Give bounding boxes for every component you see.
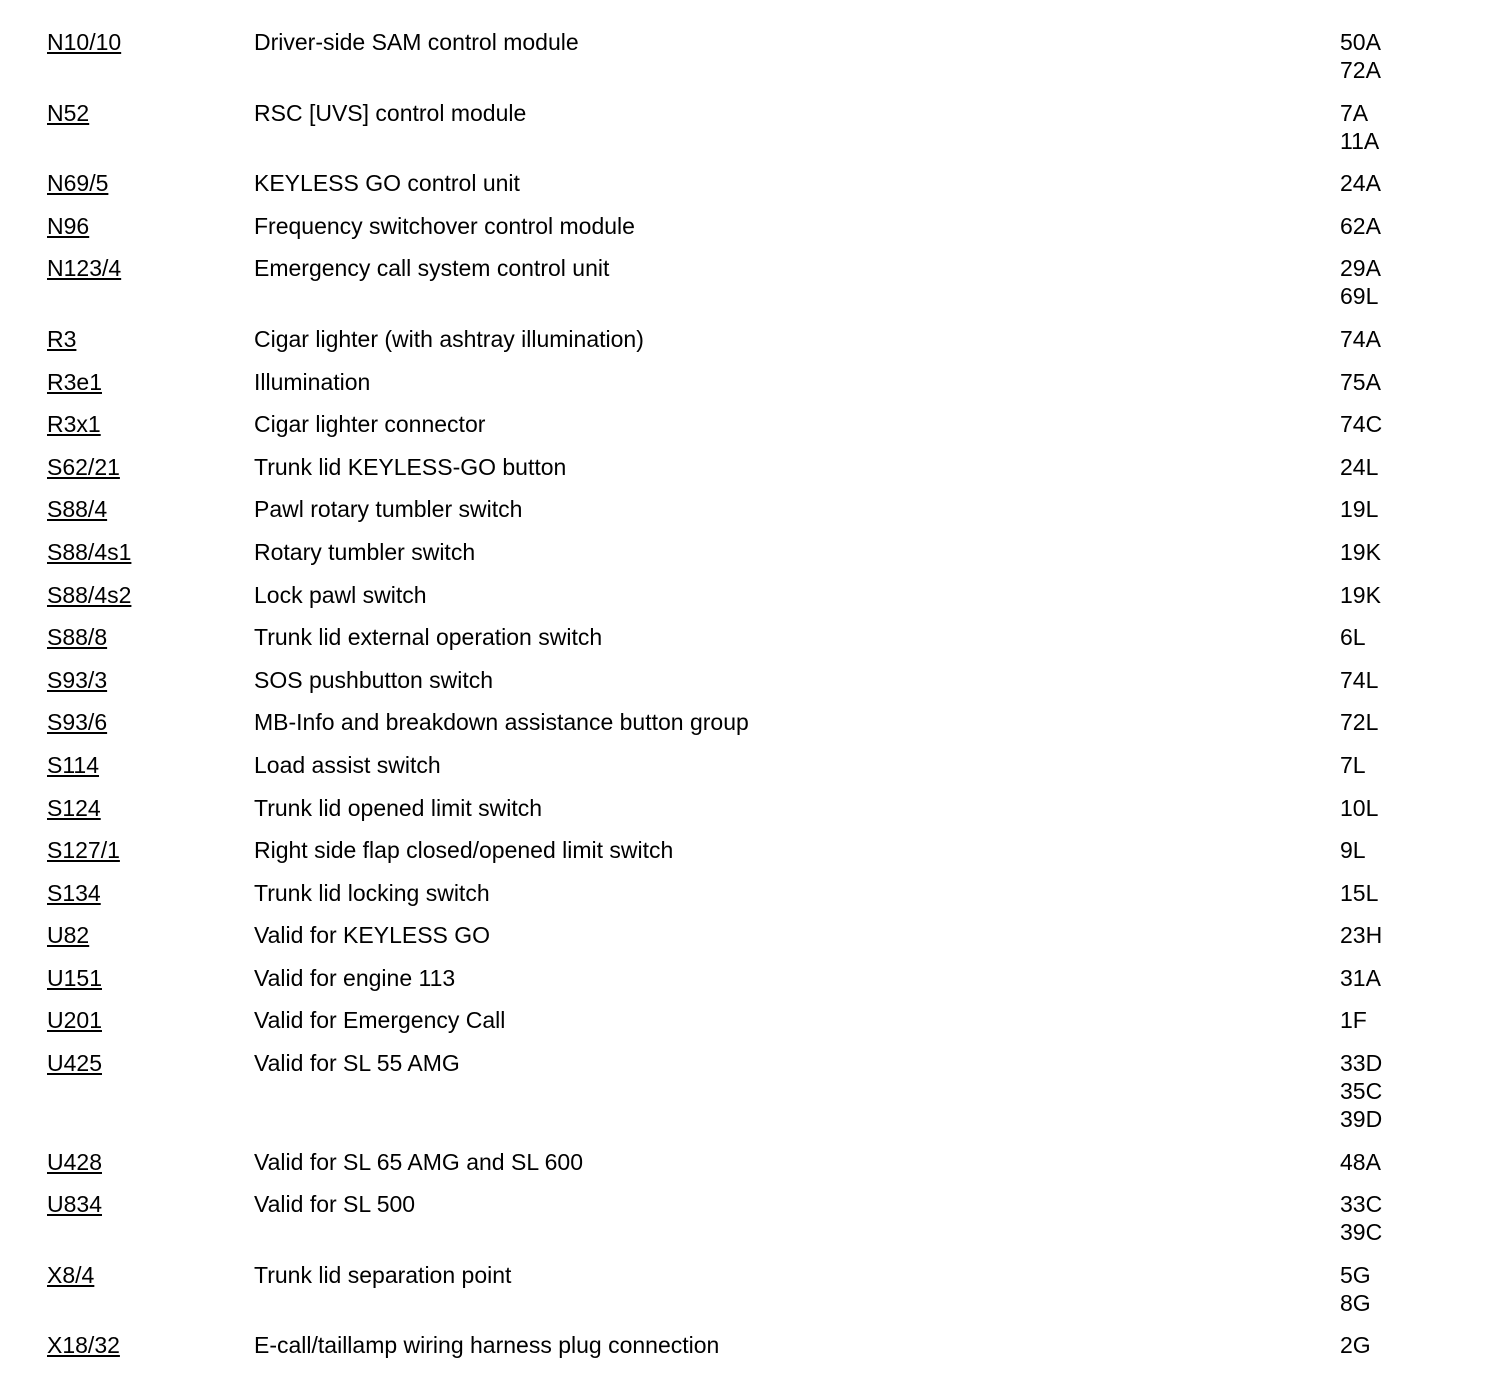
grid-coordinate: 72A [1340,57,1381,83]
grid-coordinate: 33D [1340,1050,1383,1077]
component-description: Emergency call system control unit [254,255,610,282]
grid-coordinate: 19K [1340,581,1381,608]
legend-row [0,410,1504,438]
grid-coordinates [1340,495,1504,523]
component-description: Valid for KEYLESS GO [254,922,491,949]
legend-row [0,453,1504,481]
legend-row [0,99,1504,155]
component-description: Valid for SL 500 [254,1191,416,1218]
legend-row [0,538,1504,566]
grid-coordinates [1340,212,1504,240]
legend-row [0,1261,1504,1317]
component-description: Trunk lid separation point [254,1261,512,1288]
grid-coordinates [1340,28,1504,84]
grid-coordinate: 35C [1340,1078,1383,1105]
grid-coordinates [1340,581,1504,609]
grid-coordinate: 31A [1340,964,1381,991]
component-code-link[interactable]: S88/4s2 [47,581,132,608]
grid-coordinate: 19L [1340,496,1379,523]
component-code-link[interactable]: S88/8 [47,624,108,651]
grid-coordinate: 24L [1340,453,1379,480]
component-code-link[interactable]: N123/4 [47,255,122,282]
grid-coordinate: 39D [1340,1106,1383,1133]
component-description: Right side flap closed/opened limit switch [254,837,674,864]
grid-coordinate: 9L [1340,837,1366,864]
grid-coordinates [1340,879,1504,907]
component-description: Trunk lid locking switch [254,879,490,906]
legend-row [0,1006,1504,1034]
component-description: KEYLESS GO control unit [254,170,520,197]
component-description: Driver-side SAM control module [254,29,579,55]
grid-coordinates [1340,794,1504,822]
grid-coordinate: 48A [1340,1148,1381,1175]
grid-coordinates [1340,623,1504,651]
component-code-link[interactable]: N10/10 [47,29,122,55]
legend-row [0,921,1504,949]
legend-row [0,1148,1504,1176]
grid-coordinates [1340,410,1504,438]
component-code-link[interactable]: N69/5 [47,170,109,197]
grid-coordinates [1340,368,1504,396]
grid-coordinates [1340,254,1504,310]
component-description: Trunk lid external operation switch [254,624,603,651]
component-description: Cigar lighter connector [254,411,486,438]
component-code-link[interactable]: S134 [47,879,101,906]
grid-coordinate: 5G [1340,1261,1371,1288]
grid-coordinates [1340,325,1504,353]
grid-coordinate: 50A [1340,29,1381,55]
component-description: E-call/taillamp wiring harness plug connection [254,1332,720,1359]
component-code-link[interactable]: R3e1 [47,368,102,395]
component-description: Frequency switchover control module [254,212,635,239]
grid-coordinates [1340,169,1504,197]
grid-coordinate: 39C [1340,1219,1383,1246]
component-code-link[interactable]: S88/4s1 [47,538,132,565]
grid-coordinates [1340,1049,1504,1133]
component-code-link[interactable]: U201 [47,1007,102,1034]
grid-coordinates [1340,751,1504,779]
component-code-link[interactable]: S124 [47,794,101,821]
grid-coordinate: 2G [1340,1332,1371,1359]
legend-row [0,623,1504,651]
grid-coordinates [1340,99,1504,155]
grid-coordinate: 1F [1340,1007,1367,1034]
component-description: Trunk lid opened limit switch [254,794,543,821]
legend-row [0,708,1504,736]
component-code-link[interactable]: S62/21 [47,453,120,480]
grid-coordinates [1340,964,1504,992]
grid-coordinate: 75A [1340,368,1381,395]
component-code-link[interactable]: N52 [47,99,90,126]
grid-coordinates [1340,666,1504,694]
component-code-link[interactable]: S93/3 [47,666,108,693]
grid-coordinates [1340,453,1504,481]
legend-row [0,495,1504,523]
legend-row [0,1190,1504,1246]
grid-coordinates [1340,1331,1504,1359]
component-description: Cigar lighter (with ashtray illumination) [254,325,644,352]
component-code-link[interactable]: S93/6 [47,709,108,736]
component-description: Rotary tumbler switch [254,538,476,565]
grid-coordinate: 69L [1340,283,1379,310]
legend-row [0,212,1504,240]
legend-row [0,368,1504,396]
grid-coordinate: 74A [1340,325,1381,352]
grid-coordinate: 74L [1340,666,1379,693]
grid-coordinate: 6L [1340,624,1366,651]
grid-coordinate: 72L [1340,709,1379,736]
component-description: Valid for SL 55 AMG [254,1050,460,1077]
component-code-link[interactable]: R3x1 [47,411,101,438]
legend-row [0,254,1504,310]
legend-row [0,964,1504,992]
legend-row [0,1049,1504,1133]
grid-coordinate: 11A [1340,127,1380,154]
grid-coordinates [1340,1261,1504,1317]
component-description: Lock pawl switch [254,581,427,608]
grid-coordinate: 7L [1340,751,1366,778]
component-code-link[interactable]: X8/4 [47,1261,95,1288]
grid-coordinates [1340,1006,1504,1034]
component-description: Pawl rotary tumbler switch [254,496,523,523]
grid-coordinates [1340,836,1504,864]
component-description: Valid for engine 113 [254,964,456,991]
grid-coordinate: 7A [1340,99,1369,126]
grid-coordinates [1340,1190,1504,1246]
component-code-link[interactable]: U425 [47,1050,102,1077]
component-description: RSC [UVS] control module [254,99,527,126]
component-code-link[interactable]: S114 [47,751,100,778]
grid-coordinates [1340,921,1504,949]
component-code-link[interactable]: S88/4 [47,496,108,523]
component-code-link[interactable]: R3 [47,325,77,352]
component-description: Trunk lid KEYLESS-GO button [254,453,567,480]
legend-row [0,666,1504,694]
grid-coordinate: 10L [1340,794,1379,821]
grid-coordinate: 19K [1340,538,1381,565]
legend-row [0,169,1504,197]
grid-coordinate: 29A [1340,255,1381,282]
grid-coordinate: 74C [1340,411,1383,438]
grid-coordinate: 62A [1340,212,1381,239]
component-description: SOS pushbutton switch [254,666,494,693]
component-code-link[interactable]: N96 [47,212,90,239]
grid-coordinate: 23H [1340,922,1383,949]
grid-coordinates [1340,708,1504,736]
grid-coordinate: 8G [1340,1289,1371,1316]
legend-row [0,581,1504,609]
grid-coordinates [1340,1148,1504,1176]
component-description: MB-Info and breakdown assistance button group [254,709,749,736]
grid-coordinates [1340,538,1504,566]
legend-row [0,28,1504,84]
legend-row [0,325,1504,353]
component-code-link[interactable]: X18/32 [47,1332,120,1359]
grid-coordinate: 15L [1340,879,1379,906]
legend-row [0,879,1504,907]
component-code-link[interactable]: U428 [47,1148,102,1175]
grid-coordinate: 33C [1340,1191,1383,1218]
component-code-link[interactable]: U82 [47,922,90,949]
legend-row [0,751,1504,779]
component-description: Load assist switch [254,751,441,778]
grid-coordinate: 24A [1340,170,1381,197]
component-code-link[interactable]: U151 [47,964,102,991]
legend-row [0,794,1504,822]
legend-row [0,1331,1504,1359]
component-code-link[interactable]: U834 [47,1191,102,1218]
component-code-link[interactable]: S127/1 [47,837,120,864]
component-description: Valid for Emergency Call [254,1007,506,1034]
legend-row [0,836,1504,864]
component-description: Valid for SL 65 AMG and SL 600 [254,1148,584,1175]
component-description: Illumination [254,368,371,395]
